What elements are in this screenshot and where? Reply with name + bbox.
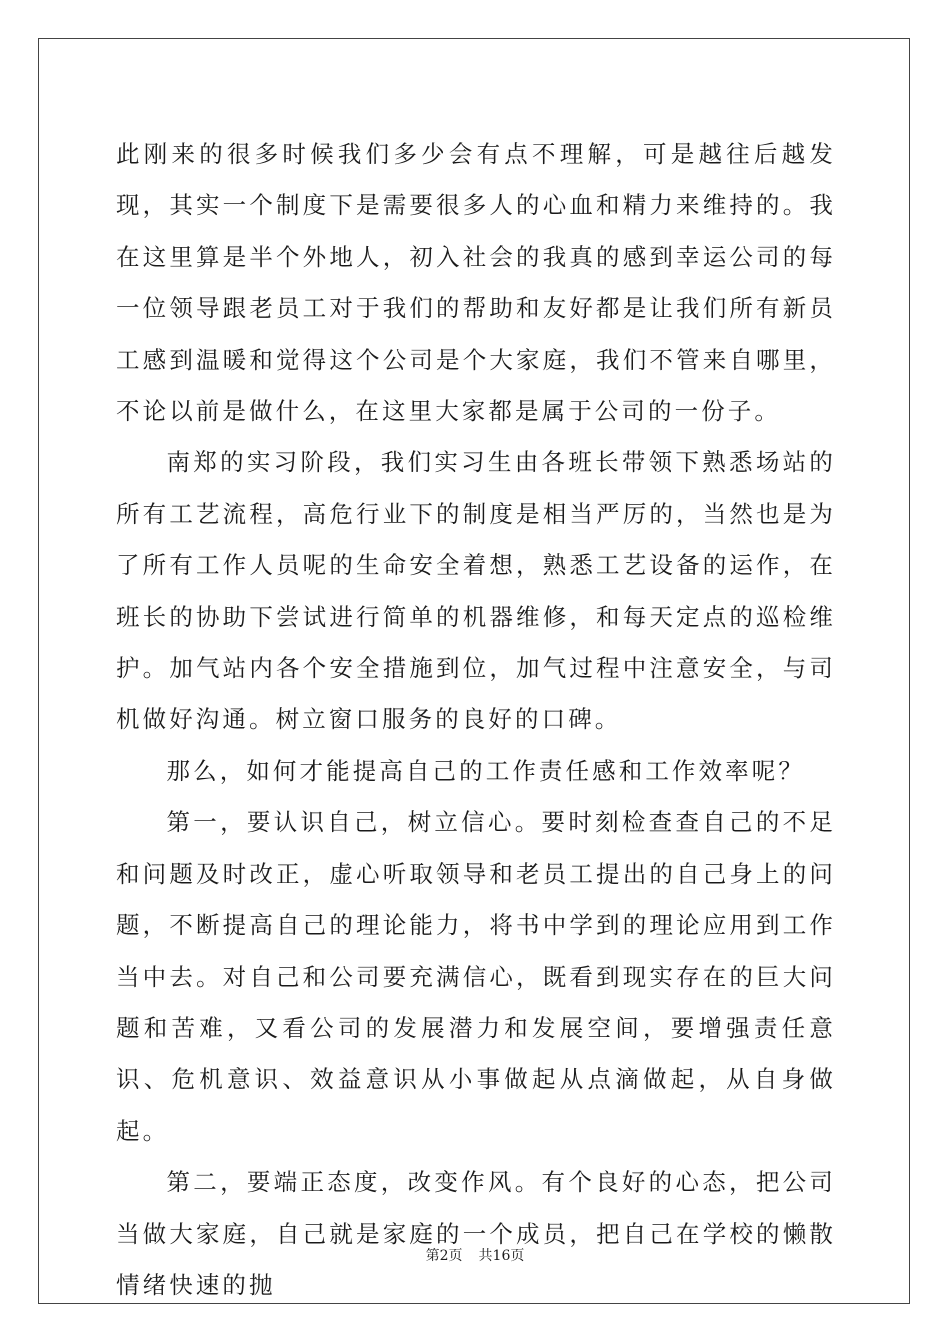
paragraph-point-two: 第二，要端正态度，改变作风。有个良好的心态，把公司当做大家庭，自己就是家庭的一个成员，把自己在学校的懒散情绪快速的抛 [116, 1168, 836, 1299]
paragraph-continuation: 此刚来的很多时候我们多少会有点不理解，可是越往后越发现，其实一个制度下是需要很多人的心血和精力来维持的。我在这里算是半个外地人，初入社会的我真的感到幸运公司的每一位领导跟老员工对于我们的帮助和友好都是让我们所有新员工感到温暖和觉得这个公司是个大家庭，我们不管来自哪里，不论以前是做什么，在这里大家都是属于公司的一份子。 [116, 140, 836, 426]
page-footer [0, 1247, 950, 1265]
document-body [116, 129, 836, 1311]
paragraph-question: 那么，如何才能提高自己的工作责任感和工作效率呢？ [166, 756, 805, 785]
page-total: 共16页 [478, 1248, 525, 1264]
paragraph-point-one: 第一，要认识自己，树立信心。要时刻检查查自己的不足和问题及时改正，虚心听取领导和老员工提出的自己身上的问题，不断提高自己的理论能力，将书中学到的理论应用到工作当中去。对自己和公司要充满信心，既看到现实存在的巨大问题和苦难，又看公司的发展潜力和发展空间，要增强责任意识、危机意识、效益意识从小事做起从点滴做起，从自身做起。 [116, 808, 836, 1145]
paragraph-internship: 南郑的实习阶段，我们实习生由各班长带领下熟悉场站的所有工艺流程，高危行业下的制度是相当严厉的，当然也是为了所有工作人员呢的生命安全着想，熟悉工艺设备的运作，在班长的协助下尝试进行简单的机器维修，和每天定点的巡检维护。加气站内各个安全措施到位，加气过程中注意安全，与司机做好沟通。树立窗口服务的良好的口碑。 [116, 448, 836, 734]
page-number: 第2页 [425, 1248, 463, 1264]
